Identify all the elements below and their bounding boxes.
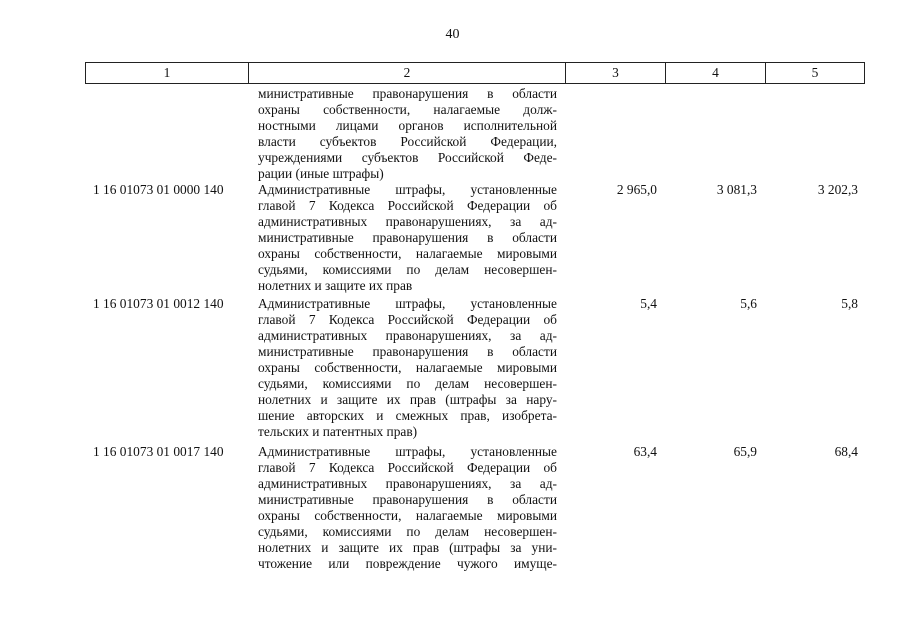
description-line: нолетних и защите их прав (258, 278, 413, 293)
description-line: учреждениями субъектов Российской Феде- (258, 150, 557, 165)
description-line: административных правонарушениях, за ад- (258, 328, 557, 343)
value-col-5: 3 202,3 (817, 182, 858, 197)
page-number: 40 (445, 27, 460, 42)
value-col-3: 2 965,0 (616, 182, 657, 197)
value-col-4: 3 081,3 (716, 182, 757, 197)
description-line: тельских и патентных прав) (258, 424, 418, 439)
description-line: Административные штрафы, установленные (258, 296, 557, 311)
row-description (258, 86, 557, 182)
description-line: министративные правонарушения в области (258, 344, 557, 359)
row-code: 1 16 01073 01 0017 140 (93, 444, 224, 459)
description-line: Административные штрафы, установленные (258, 444, 557, 459)
row-description (258, 182, 557, 294)
description-line: Административные штрафы, установленные (258, 182, 557, 197)
description-line: охраны собственности, налагаемые долж- (258, 102, 557, 117)
description-line: рации (иные штрафы) (258, 166, 384, 181)
row-code: 1 16 01073 01 0000 140 (93, 182, 224, 197)
description-line: шение авторских и смежных прав, изобрета- (258, 408, 557, 423)
description-line: министративные правонарушения в области (258, 492, 557, 507)
value-col-4: 65,9 (733, 444, 757, 459)
value-col-5: 5,8 (841, 296, 858, 311)
description-line: чтожение или повреждение чужого имуще- (258, 556, 557, 571)
header-col-3: 3 (566, 63, 666, 83)
description-line: нолетних и защите их прав (штрафы за нару- (258, 392, 557, 407)
description-line: судьями, комиссиями по делам несовершен- (258, 376, 557, 391)
header-col-1: 1 (86, 63, 249, 83)
row-description (258, 296, 557, 440)
table-header (85, 62, 865, 84)
description-line: судьями, комиссиями по делам несовершен- (258, 262, 557, 277)
row-description (258, 444, 557, 572)
description-line: главой 7 Кодекса Российской Федерации об (258, 198, 557, 213)
value-col-5: 68,4 (834, 444, 858, 459)
description-line: нолетних и защите их прав (штрафы за уни- (258, 540, 557, 555)
description-line: административных правонарушениях, за ад- (258, 214, 557, 229)
description-line: главой 7 Кодекса Российской Федерации об (258, 460, 557, 475)
row-code: 1 16 01073 01 0012 140 (93, 296, 224, 311)
header-col-2: 2 (249, 63, 566, 83)
description-line: власти субъектов Российской Федерации, (258, 134, 557, 149)
value-col-3: 63,4 (633, 444, 657, 459)
value-col-3: 5,4 (640, 296, 657, 311)
description-line: министративные правонарушения в области (258, 86, 557, 101)
description-line: административных правонарушениях, за ад- (258, 476, 557, 491)
description-line: министративные правонарушения в области (258, 230, 557, 245)
header-col-4: 4 (666, 63, 766, 83)
description-line: охраны собственности, налагаемые мировыми (258, 508, 557, 523)
value-col-4: 5,6 (740, 296, 757, 311)
description-line: охраны собственности, налагаемые мировыми (258, 246, 557, 261)
description-line: судьями, комиссиями по делам несовершен- (258, 524, 557, 539)
description-line: ностными лицами органов исполнительной (258, 118, 557, 133)
description-line: охраны собственности, налагаемые мировыми (258, 360, 557, 375)
header-col-5: 5 (811, 65, 819, 80)
description-line: главой 7 Кодекса Российской Федерации об (258, 312, 557, 327)
